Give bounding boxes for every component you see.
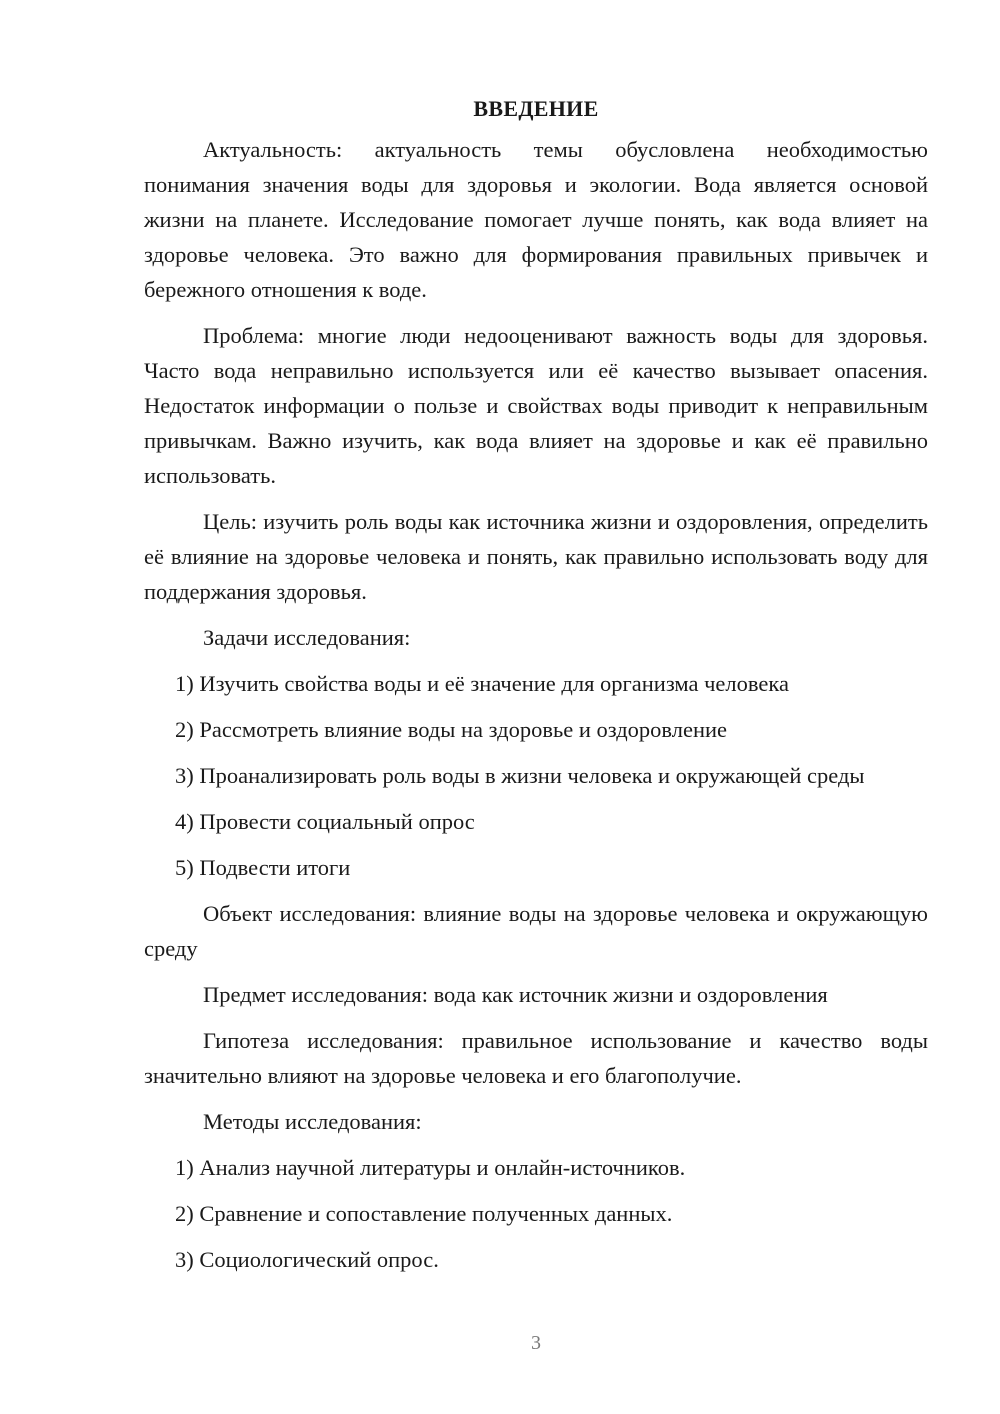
methods-heading: Методы исследования: <box>203 1109 422 1134</box>
relevance-paragraph: Актуальность: актуальность темы обусловлена необходимостью понимания значения воды для здоровья и экологии. Вода является основой жизни на планете. Исследование помогает лучше понять, как вода влияет на здоровье человека. Это важно для формирования правильных привычек и бережного отношения к воде. <box>144 137 928 302</box>
goal-paragraph: Цель: изучить роль воды как источника жизни и оздоровления, определить её влияние на здоровье человека и понять, как правильно использовать воду для поддержания здоровья. <box>144 509 928 604</box>
hypothesis-paragraph: Гипотеза исследования: правильное использование и качество воды значительно влияют на здоровье человека и его благополучие. <box>144 1028 928 1088</box>
problem-paragraph: Проблема: многие люди недооценивают важность воды для здоровья. Часто вода неправильно используется или её качество вызывает опасения. Недостаток информации о пользе и свойствах воды приводит к неправильным привычкам. Важно изучить, как вода влияет на здоровье и как её правильно использовать. <box>144 323 928 488</box>
subject-paragraph: Предмет исследования: вода как источник жизни и оздоровления <box>203 982 828 1007</box>
object-paragraph: Объект исследования: влияние воды на здоровье человека и окружающую среду <box>144 901 928 961</box>
task-item-3: 3) Проанализировать роль воды в жизни человека и окружающей среды <box>175 763 865 788</box>
document-page <box>144 92 928 1288</box>
method-item-1: 1) Анализ научной литературы и онлайн-источников. <box>175 1155 686 1180</box>
task-item-2: 2) Рассмотреть влияние воды на здоровье и оздоровление <box>175 717 728 742</box>
method-item-2: 2) Сравнение и сопоставление полученных данных. <box>175 1201 673 1226</box>
task-item-4: 4) Провести социальный опрос <box>175 809 475 834</box>
task-item-5: 5) Подвести итоги <box>175 855 351 880</box>
task-item-1: 1) Изучить свойства воды и её значение для организма человека <box>175 671 789 696</box>
page-title: ВВЕДЕНИЕ <box>473 96 599 121</box>
tasks-heading: Задачи исследования: <box>203 625 411 650</box>
page-number: 3 <box>531 1332 541 1354</box>
method-item-3: 3) Социологический опрос. <box>175 1247 439 1272</box>
